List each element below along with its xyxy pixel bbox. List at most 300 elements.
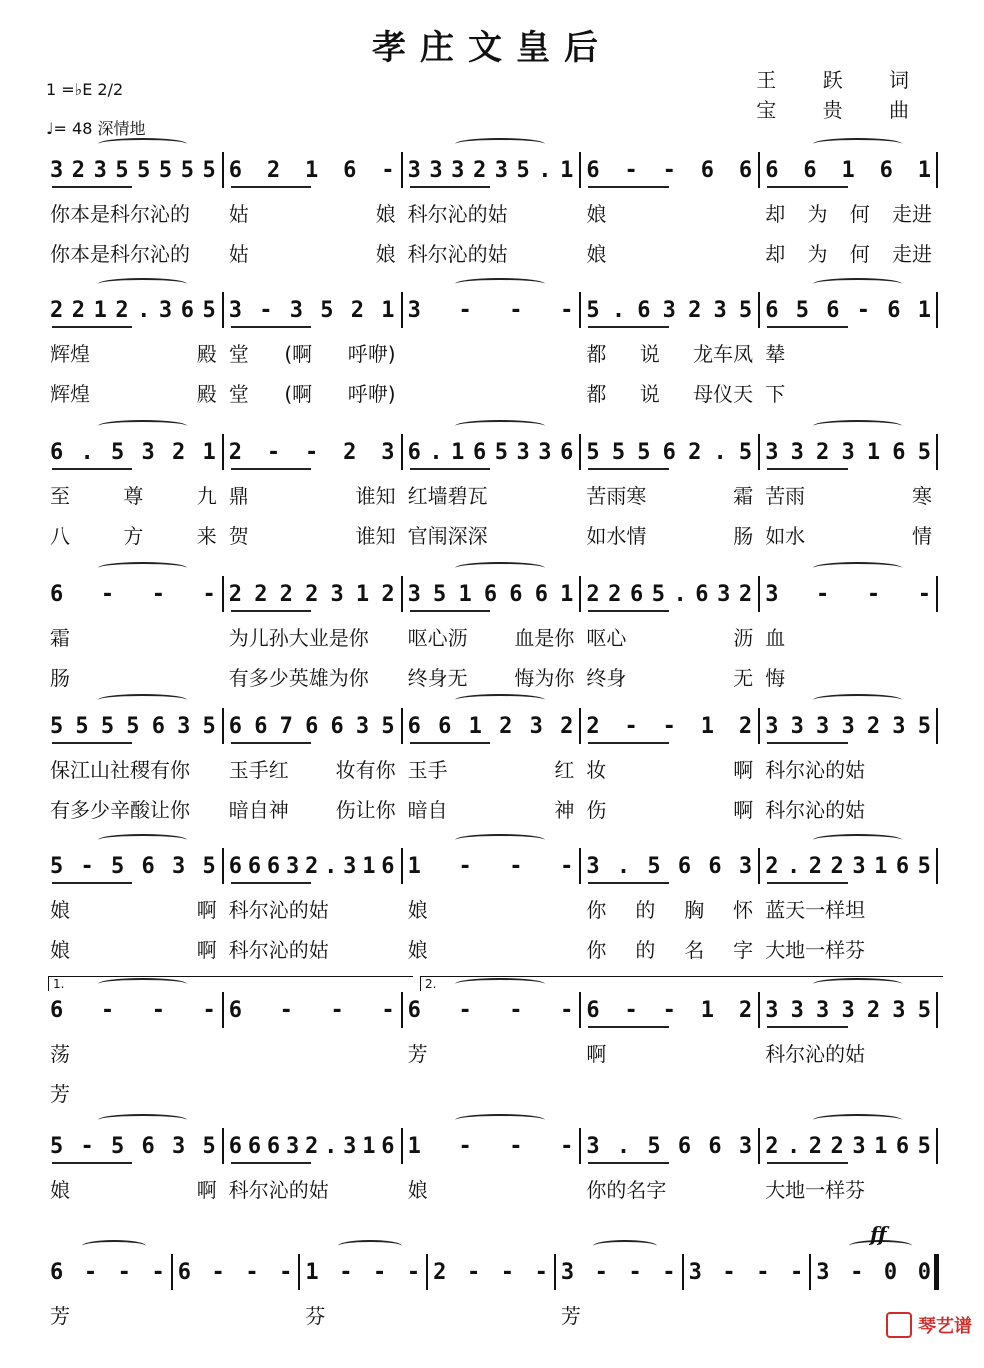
- lyric-syllable: 姑: [228, 242, 249, 266]
- slur: [813, 420, 902, 432]
- note: 5: [202, 853, 217, 879]
- lyric-cell: [402, 662, 581, 690]
- lyric-cell: [580, 1214, 759, 1242]
- lyric-cell: [580, 1038, 759, 1066]
- lyric-cell: [299, 1300, 427, 1328]
- lyric-cell: [580, 520, 759, 548]
- lyric-cell: [402, 338, 581, 366]
- lyric-cell: [759, 754, 938, 782]
- note: -: [117, 1259, 132, 1285]
- note: 3: [228, 297, 244, 323]
- lyric-syllable: 呕心: [586, 626, 627, 650]
- note: .: [80, 439, 95, 465]
- note: 2: [71, 157, 87, 183]
- note: 6: [472, 439, 488, 465]
- barline: [936, 434, 938, 470]
- lyric-syllable: 保江山社稷有你: [50, 758, 190, 782]
- note: -: [917, 581, 932, 607]
- lyric-cell: [223, 1214, 402, 1242]
- barline: [222, 992, 224, 1028]
- note: 3: [852, 1133, 867, 1159]
- lyric-syllable: 血是你: [514, 626, 575, 650]
- note: 3: [841, 713, 856, 739]
- note: 2: [305, 1133, 320, 1159]
- note: 6: [765, 297, 780, 323]
- lyric-cell: [223, 378, 402, 406]
- lyric-syllable: 霜: [50, 626, 70, 650]
- note: 1: [917, 157, 932, 183]
- note: 1: [305, 157, 320, 183]
- beam-underline: [231, 882, 311, 884]
- note: 6: [586, 157, 601, 183]
- note: -: [624, 713, 639, 739]
- note: .: [324, 1133, 339, 1159]
- note: 3: [586, 1133, 601, 1159]
- note: .: [429, 439, 444, 465]
- measure: [759, 290, 938, 330]
- lyric-syllable: 你: [586, 938, 607, 962]
- lyric-cell: [402, 378, 581, 406]
- lyric-syllable: 神: [554, 798, 575, 822]
- lyric-syllable: 科尔沁的姑: [765, 758, 866, 782]
- note: -: [373, 1259, 388, 1285]
- lyric-cell: [580, 1078, 759, 1106]
- note: 3: [172, 853, 187, 879]
- barline: [426, 1254, 428, 1290]
- barline: [936, 152, 938, 188]
- note: 2: [765, 1133, 780, 1159]
- lyric-cell: [44, 1214, 223, 1242]
- lyrics-verse-1: [44, 480, 938, 508]
- note: 5: [100, 713, 116, 739]
- measure: [223, 706, 402, 746]
- song-title: 孝庄文皇后: [372, 28, 612, 68]
- beam-underline: [767, 1162, 847, 1164]
- note: 2: [472, 157, 488, 183]
- lyric-syllable: 荡: [50, 1042, 70, 1066]
- measure: [759, 706, 938, 746]
- note: -: [509, 853, 524, 879]
- lyric-syllable: 娘: [375, 242, 396, 266]
- note: 2: [305, 581, 320, 607]
- notes-row: [44, 150, 938, 190]
- note: -: [756, 1259, 771, 1285]
- note: -: [211, 1259, 226, 1285]
- lyric-syllable: 如水情: [586, 524, 647, 548]
- notes-row: [44, 706, 938, 746]
- note: 3: [816, 713, 831, 739]
- lyric-cell: [759, 1214, 938, 1242]
- note: .: [538, 157, 553, 183]
- measure: [223, 1126, 402, 1166]
- lyric-syllable: 娘: [50, 898, 70, 922]
- watermark-logo: 琴艺谱: [886, 1312, 972, 1338]
- note: -: [245, 1259, 260, 1285]
- note: 6: [50, 1259, 65, 1285]
- lyric-cell: [223, 238, 402, 266]
- note: 2: [115, 297, 130, 323]
- lyric-cell: [759, 662, 938, 690]
- barline: [936, 292, 938, 328]
- measure: [580, 846, 759, 886]
- note: 6: [677, 853, 693, 879]
- lyric-cell: [44, 754, 223, 782]
- lyric-cell: [402, 1174, 581, 1202]
- note: 3: [662, 297, 677, 323]
- tempo-marking: ♩= 48 深情地: [46, 119, 146, 138]
- note: 2: [830, 1133, 845, 1159]
- note: 6: [228, 713, 244, 739]
- slur: [98, 694, 187, 706]
- note: 1: [866, 439, 882, 465]
- lyric-syllable: 娘: [586, 242, 607, 266]
- lyric-syllable: 科尔沁的姑: [228, 938, 329, 962]
- note: .: [616, 1133, 632, 1159]
- lyric-syllable: 悔: [765, 666, 786, 690]
- note: -: [80, 853, 95, 879]
- lyric-cell: [223, 520, 402, 548]
- note: .: [611, 297, 627, 323]
- note: -: [406, 1259, 422, 1285]
- lyric-syllable: 霜: [733, 484, 754, 508]
- note: -: [151, 581, 166, 607]
- barline: [222, 152, 224, 188]
- lyric-cell: [402, 794, 581, 822]
- note: 5: [111, 853, 126, 879]
- barline: [936, 576, 938, 612]
- slur: [338, 1240, 402, 1252]
- lyric-cell: [580, 662, 759, 690]
- lyric-cell: [44, 338, 223, 366]
- lyric-cell: [44, 894, 223, 922]
- lyrics-verse-2: [44, 238, 938, 266]
- note: 6: [381, 853, 396, 879]
- note: -: [850, 1259, 865, 1285]
- beam-underline: [767, 1026, 847, 1028]
- slur: [455, 420, 544, 432]
- measure: [44, 574, 223, 614]
- lyric-syllable: 娘: [50, 1178, 70, 1202]
- lyric-cell: [44, 238, 223, 266]
- note: 3: [529, 713, 544, 739]
- lyric-syllable: 如水: [765, 524, 806, 548]
- barline: [401, 292, 403, 328]
- lyric-cell: [759, 622, 938, 650]
- note: -: [624, 997, 639, 1023]
- barline: [579, 992, 581, 1028]
- note: 5: [917, 1133, 932, 1159]
- note: 6: [895, 1133, 911, 1159]
- lyric-syllable: 却: [765, 202, 786, 226]
- lyric-syllable: 九: [196, 484, 217, 508]
- note: 1: [468, 713, 483, 739]
- note: 6: [708, 1133, 723, 1159]
- lyrics-verse-1: [44, 754, 938, 782]
- note: 5: [202, 297, 217, 323]
- measure: [580, 1126, 759, 1166]
- note: .: [616, 853, 632, 879]
- note: 5: [111, 439, 126, 465]
- lyric-syllable: 暗自: [407, 798, 448, 822]
- barline: [758, 292, 760, 328]
- measure: [759, 432, 938, 472]
- lyric-syllable: 娘: [586, 202, 607, 226]
- slur: [813, 834, 902, 846]
- note: -: [339, 1259, 354, 1285]
- note: 6: [141, 1133, 156, 1159]
- lyric-cell: [402, 894, 581, 922]
- note: 5: [917, 713, 932, 739]
- note: 2: [738, 713, 754, 739]
- note: 2: [866, 997, 882, 1023]
- note: -: [381, 157, 396, 183]
- note: -: [560, 297, 575, 323]
- note: 5: [651, 581, 666, 607]
- measure: [555, 1252, 683, 1292]
- lyric-syllable: 苦雨寒: [586, 484, 647, 508]
- note: 6: [708, 853, 723, 879]
- lyric-syllable: 娘: [407, 898, 428, 922]
- beam-underline: [588, 1026, 668, 1028]
- lyric-syllable: 娘: [407, 1178, 428, 1202]
- note: 2: [688, 439, 703, 465]
- slur: [98, 420, 187, 432]
- measure: [223, 290, 402, 330]
- note: 5: [494, 439, 509, 465]
- lyric-cell: [402, 520, 581, 548]
- lyrics-verse-1: [44, 198, 938, 226]
- barline: [936, 708, 938, 744]
- note: .: [324, 853, 339, 879]
- lyric-syllable: 你本是科尔沁的: [50, 202, 190, 226]
- lyric-cell: [580, 238, 759, 266]
- barline: [758, 848, 760, 884]
- measure: [44, 1252, 172, 1292]
- measure: [580, 706, 759, 746]
- lyric-cell: [427, 1340, 555, 1368]
- lyric-syllable: 妆有你: [335, 758, 396, 782]
- beam-underline: [588, 326, 668, 328]
- lyric-syllable: 都: [586, 382, 607, 406]
- lyric-cell: [759, 520, 938, 548]
- slur: [98, 834, 187, 846]
- lyric-cell: [580, 754, 759, 782]
- note: 6: [534, 581, 549, 607]
- barline: [682, 1254, 684, 1290]
- barline: [401, 1128, 403, 1164]
- lyric-syllable: 来: [196, 524, 217, 548]
- composer-credit: 宝 贵 曲: [756, 98, 929, 122]
- note: 5: [647, 853, 662, 879]
- note: 2: [71, 297, 87, 323]
- note: 6: [560, 439, 575, 465]
- lyric-cell: [580, 338, 759, 366]
- barline: [222, 292, 224, 328]
- note: 6: [305, 713, 320, 739]
- note: 6: [695, 581, 710, 607]
- lyric-cell: [44, 1078, 223, 1106]
- lyric-cell: [759, 480, 938, 508]
- measure: [44, 706, 223, 746]
- volta-2: 2.: [420, 976, 943, 991]
- lyric-cell: [223, 1038, 402, 1066]
- note: -: [509, 1133, 524, 1159]
- note: 6: [677, 1133, 693, 1159]
- note: 6: [381, 1133, 396, 1159]
- lyric-syllable: 娘: [50, 938, 70, 962]
- note: .: [137, 297, 152, 323]
- barline: [758, 576, 760, 612]
- key-signature: 1 =♭E 2/2: [46, 80, 124, 99]
- lyric-cell: [44, 198, 223, 226]
- lyric-syllable: 红墙碧瓦: [407, 484, 488, 508]
- note: 2: [343, 439, 358, 465]
- lyric-syllable: 辉煌: [50, 382, 90, 406]
- final-barline: [934, 1254, 939, 1290]
- lyric-syllable: 啊: [733, 758, 754, 782]
- lyric-syllable: 名: [684, 938, 705, 962]
- lyric-syllable: 芬: [305, 1304, 326, 1328]
- lyrics-verse-2: [44, 1340, 938, 1368]
- measure: [172, 1252, 300, 1292]
- note: 1: [407, 853, 422, 879]
- lyric-cell: [44, 934, 223, 962]
- barline: [579, 434, 581, 470]
- note: 3: [451, 157, 466, 183]
- lyric-syllable: 何: [849, 242, 870, 266]
- note: 3: [841, 997, 856, 1023]
- lyric-syllable: 寒: [911, 484, 932, 508]
- lyric-cell: [172, 1340, 300, 1368]
- measure: [223, 574, 402, 614]
- note: 3: [330, 581, 345, 607]
- note: -: [662, 157, 677, 183]
- note: -: [628, 1259, 643, 1285]
- note: .: [786, 1133, 802, 1159]
- note: 5: [202, 157, 217, 183]
- lyric-cell: [402, 622, 581, 650]
- note: 3: [407, 581, 422, 607]
- note: .: [713, 439, 728, 465]
- note: 2: [586, 713, 601, 739]
- note: 1: [917, 297, 932, 323]
- note: 2: [608, 581, 623, 607]
- lyric-cell: [759, 794, 938, 822]
- note: 5: [202, 1133, 217, 1159]
- lyric-cell: [683, 1340, 811, 1368]
- note: 2: [254, 581, 269, 607]
- note: 0: [883, 1259, 899, 1285]
- lyric-syllable: 啊: [196, 938, 217, 962]
- note: 2: [499, 713, 514, 739]
- note: 3: [172, 1133, 187, 1159]
- note: 5: [115, 157, 130, 183]
- beam-underline: [767, 468, 847, 470]
- lyric-cell: [402, 1038, 581, 1066]
- beam-underline: [588, 186, 668, 188]
- measure: [580, 290, 759, 330]
- measure: [299, 1252, 427, 1292]
- beam-underline: [588, 742, 668, 744]
- note: 2: [866, 713, 882, 739]
- lyric-syllable: 尊: [123, 484, 144, 508]
- note: 6: [803, 157, 818, 183]
- measure: [44, 1126, 223, 1166]
- lyric-cell: [223, 480, 402, 508]
- note: 6: [343, 157, 358, 183]
- lyric-syllable: 科尔沁的姑: [407, 242, 508, 266]
- lyric-syllable: 谁知: [355, 524, 396, 548]
- note: 1: [362, 1133, 377, 1159]
- note: 2: [172, 439, 187, 465]
- barline: [579, 152, 581, 188]
- note: 6: [228, 1133, 244, 1159]
- lyric-syllable: 字: [733, 938, 754, 962]
- note: 3: [560, 1259, 576, 1285]
- measure: [402, 990, 581, 1030]
- lyric-syllable: 肠: [733, 524, 754, 548]
- note: 6: [407, 439, 422, 465]
- note: 6: [247, 1133, 263, 1159]
- note: 1: [458, 581, 473, 607]
- beam-underline: [767, 326, 847, 328]
- note: 5: [516, 157, 531, 183]
- note: 1: [355, 581, 371, 607]
- note: 3: [343, 1133, 358, 1159]
- lyric-cell: [44, 662, 223, 690]
- note: 6: [629, 581, 645, 607]
- note: 3: [713, 297, 728, 323]
- measure: [810, 1252, 938, 1292]
- lyric-syllable: 无: [733, 666, 754, 690]
- barline: [936, 992, 938, 1028]
- lyric-syllable: 伤让你: [335, 798, 396, 822]
- beam-underline: [52, 742, 132, 744]
- note: 6: [228, 853, 244, 879]
- lyric-syllable: 终身无: [407, 666, 468, 690]
- lyrics-verse-2: [44, 520, 938, 548]
- note: 3: [407, 157, 422, 183]
- lyric-syllable: 呼咿): [347, 382, 396, 406]
- lyric-syllable: 怀: [733, 898, 754, 922]
- lyrics-verse-1: [44, 1300, 938, 1328]
- lyric-cell: [580, 1174, 759, 1202]
- note: 5: [320, 297, 335, 323]
- lyrics-verse-2: [44, 794, 938, 822]
- note: 3: [50, 157, 65, 183]
- note: 3: [538, 439, 553, 465]
- beam-underline: [231, 468, 311, 470]
- note: 6: [247, 853, 263, 879]
- note: -: [624, 157, 639, 183]
- note: -: [100, 997, 116, 1023]
- lyric-syllable: 说: [639, 342, 660, 366]
- note: 6: [177, 1259, 192, 1285]
- barline: [401, 992, 403, 1028]
- barline: [758, 434, 760, 470]
- note: 6: [330, 713, 345, 739]
- lyric-cell: [402, 754, 581, 782]
- note: 2: [228, 581, 244, 607]
- measure: [44, 846, 223, 886]
- slur: [813, 1114, 902, 1126]
- note: 5: [637, 439, 652, 465]
- lyric-syllable: 呼咿): [347, 342, 396, 366]
- lyric-syllable: 情: [911, 524, 932, 548]
- lyric-syllable: 至: [50, 484, 70, 508]
- note: 3: [177, 713, 192, 739]
- measure: [402, 432, 581, 472]
